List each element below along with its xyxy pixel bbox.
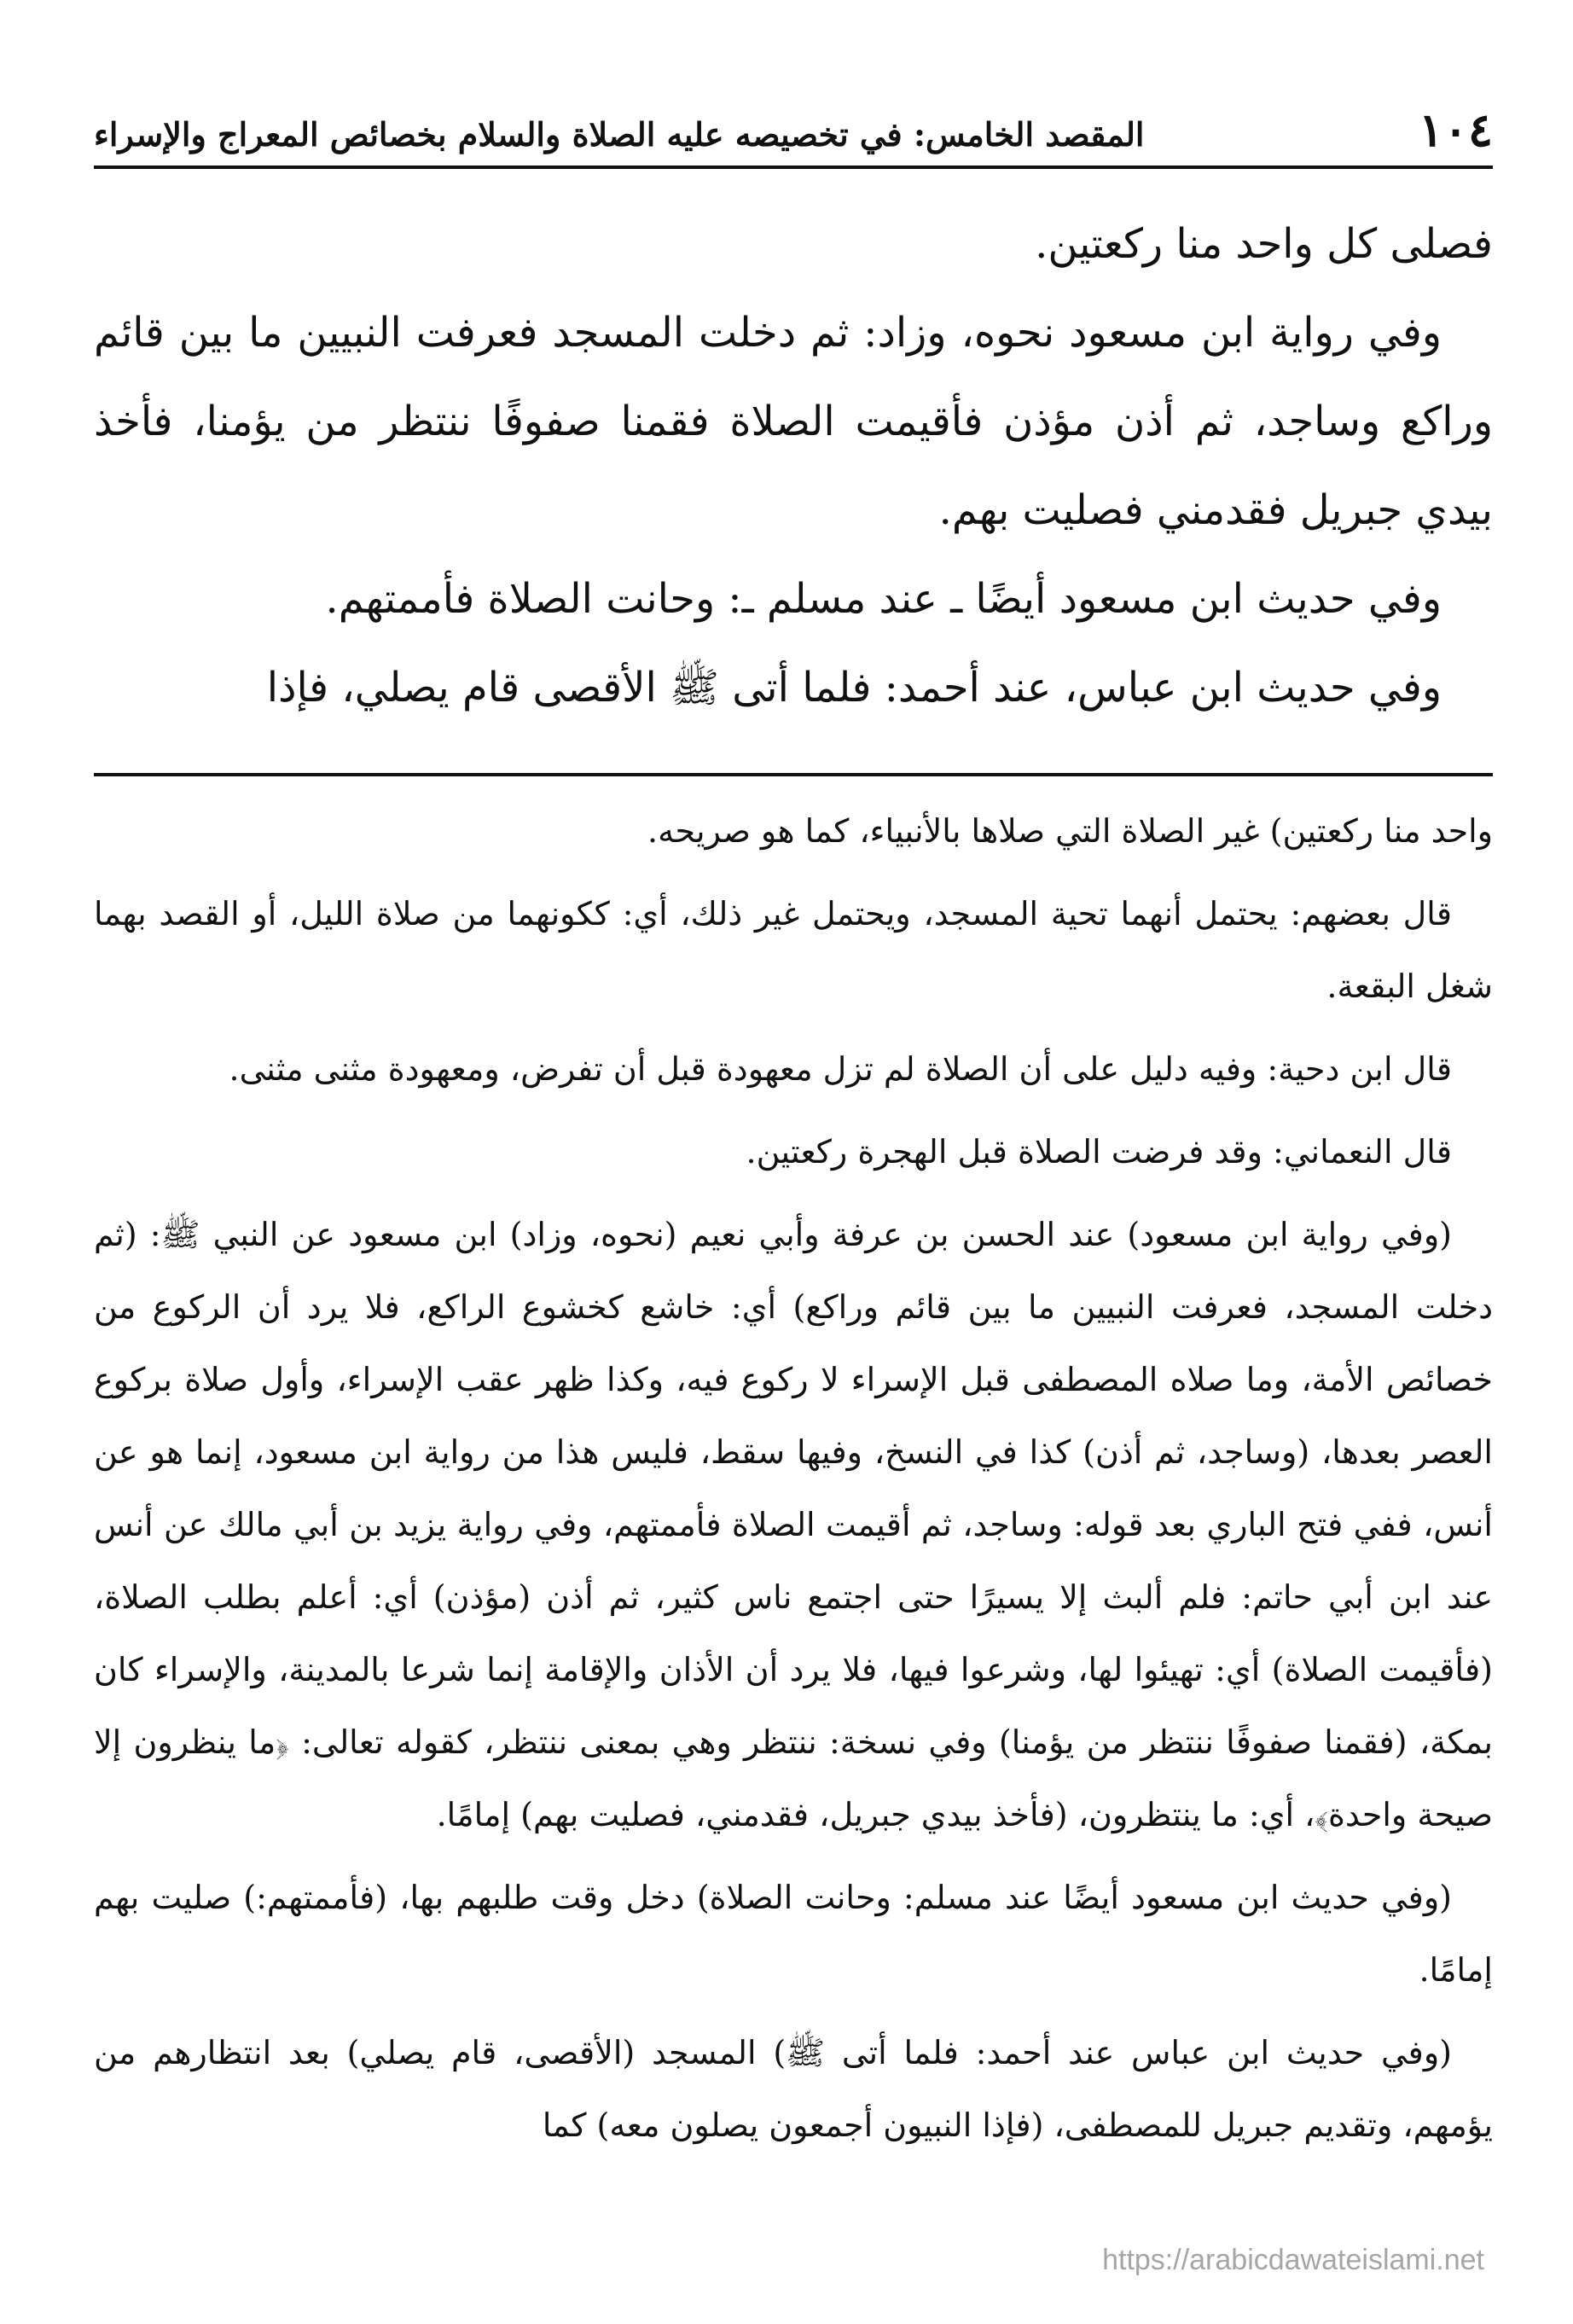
main-paragraph: وفي حديث ابن عباس، عند أحمد: فلما أتى ﷺ الأقصى قام يصلي، فإذا [266,664,1442,712]
main-paragraph: وفي حديث ابن مسعود أيضًا ـ عند مسلم ـ: وحانت الصلاة فأممتهم. [325,575,1442,623]
commentary [94,795,1493,2162]
page-number: ١٠٤ [1418,102,1493,157]
commentary-paragraph: واحد منا ركعتين) غير الصلاة التي صلاها بالأنبياء، كما هو صريحه. [647,812,1493,850]
page-header [94,102,1493,169]
main-text [94,200,1493,732]
commentary-paragraph: قال النعماني: وقد فرضت الصلاة قبل الهجرة ركعتين. [746,1133,1452,1171]
commentary-paragraph: (وفي حديث ابن عباس عند أحمد: فلما أتى ﷺ) المسجد (الأقصى، قام يصلي) بعد انتظارهم من يؤمهم، وتقديم جبريل للمصطفى، (فإذا النبيون أجمعون يصلون معه) كما [94,2034,1493,2144]
main-paragraph: فصلى كل واحد منا ركعتين. [1035,220,1493,268]
running-title: المقصد الخامس: في تخصيصه عليه الصلاة والسلام بخصائص المعراج والإسراء [94,115,1145,154]
source-watermark: https://arabicdawateislami.net [1102,2244,1484,2276]
text-commentary-divider [94,773,1493,776]
commentary-paragraph: قال ابن دحية: وفيه دليل على أن الصلاة لم تزل معهودة قبل أن تفرض، ومعهودة مثنى مثنى. [229,1050,1452,1088]
commentary-paragraph: (وفي رواية ابن مسعود) عند الحسن بن عرفة وأبي نعيم (نحوه، وزاد) ابن مسعود عن النبي ﷺ: (ثم دخلت المسجد، فعرفت النبيين ما بين قائم وراكع) أي: خاشع كخشوع الراكع، فلا يرد أن الركوع من خصائص الأمة، وما صلاه المصطفى قبل الإسراء لا ركوع فيه، وكذا ظهر عقب الإسراء، وأول صلاة بركوع العصر بعدها، (وساجد، ثم أذن) كذا في النسخ، وفيها سقط، فليس هذا من رواية ابن مسعود، إنما هو عن أنس، ففي فتح الباري بعد قوله: وساجد، ثم أقيمت الصلاة فأممتهم، وفي رواية يزيد بن أبي مالك عن أنس عند ابن أبي حاتم: فلم ألبث إلا يسيرًا حتى اجتمع ناس كثير، ثم أذن (مؤذن) أي: أعلم بطلب الصلاة، (فأقيمت الصلاة) أي: تهيئوا لها، وشرعوا فيها، فلا يرد أن الأذان والإقامة إنما شرعا بالمدينة، والإسراء كان بمكة، (فقمنا صفوفًا ننتظر من يؤمنا) وفي نسخة: ننتظر وهي بمعنى ننتظر، كقوله تعالى: ﴿ما ينظرون إلا صيحة واحدة﴾، أي: ما ينتظرون، (فأخذ بيدي جبريل، فقدمني، فصليت بهم) إمامًا. [94,1216,1493,1833]
commentary-paragraph: (وفي حديث ابن مسعود أيضًا عند مسلم: وحانت الصلاة) دخل وقت طلبهم بها، (فأممتهم:) صليت بهم إمامًا. [94,1879,1493,1989]
commentary-paragraph: قال بعضهم: يحتمل أنهما تحية المسجد، ويحتمل غير ذلك، أي: ككونهما من صلاة الليل، أو القصد بهما شغل البقعة. [94,895,1493,1005]
book-page [94,102,1493,2172]
main-paragraph: وفي رواية ابن مسعود نحوه، وزاد: ثم دخلت المسجد فعرفت النبيين ما بين قائم وراكع وساجد، ثم أذن مؤذن فأقيمت الصلاة فقمنا صفوفًا ننتظر من يؤمنا، فأخذ بيدي جبريل فقدمني فصليت بهم. [94,309,1493,534]
